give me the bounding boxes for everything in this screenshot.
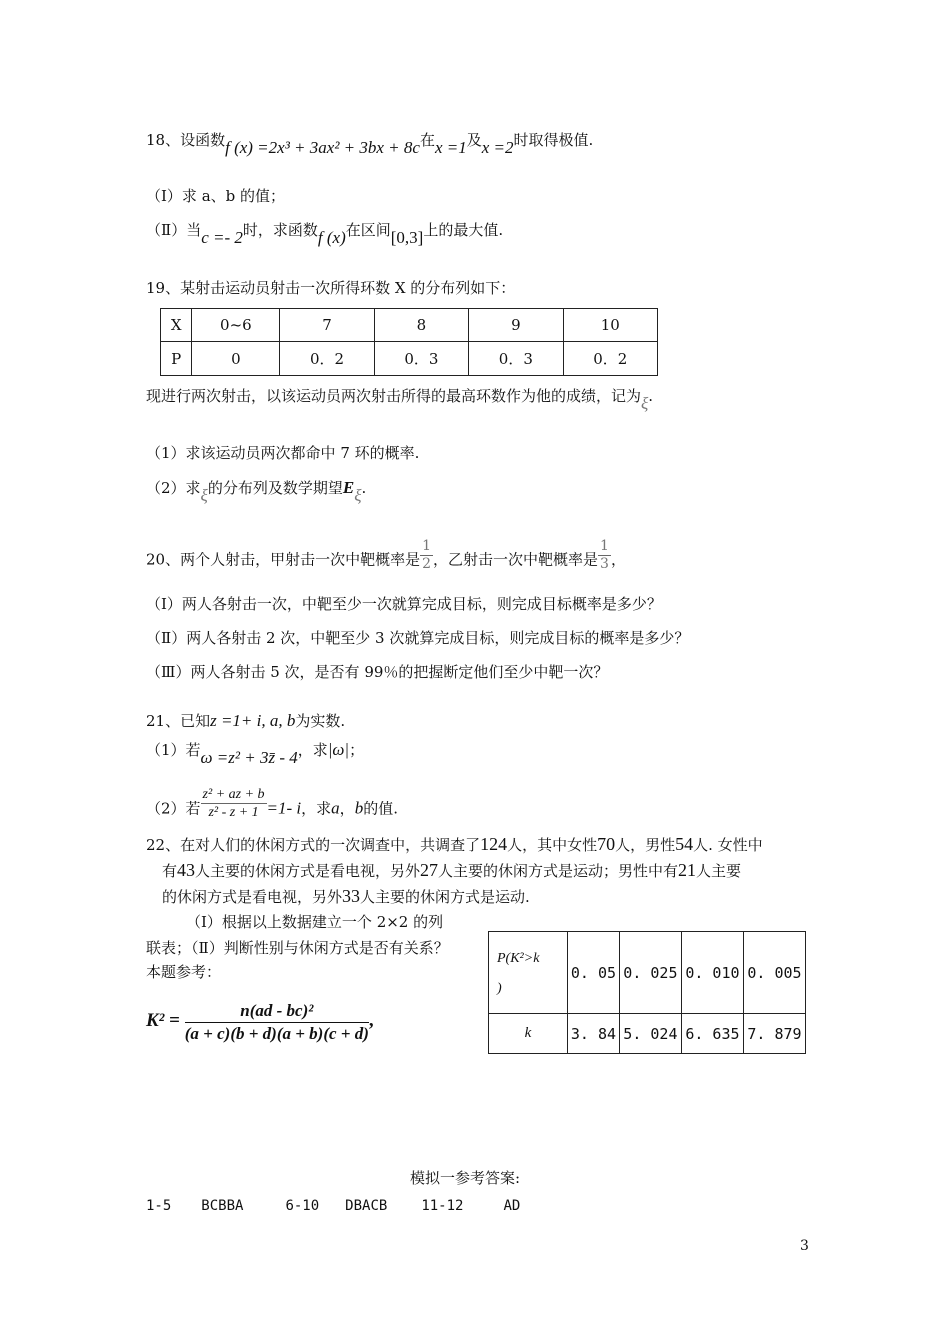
q22-n124: 124 [480, 834, 508, 854]
q22-n43: 43 [177, 860, 196, 880]
q22-n70: 70 [597, 834, 616, 854]
q19-part2-E: E [342, 478, 355, 497]
q19-cell-h4: 9 [469, 309, 563, 342]
q22-l2-b: 人主要的休闲方式是看电视，另外 [195, 862, 421, 880]
q21-intro-a: 21、已知 [146, 712, 211, 730]
q22-part2: 联表；（Ⅱ）判断性别与休闲方式是否有关系？ [146, 939, 449, 957]
q18-intro: 18、设函数 [146, 131, 226, 149]
q20-f1-num: 1 [422, 538, 432, 554]
q19-cell-r5: 0．2 [563, 342, 657, 376]
page-number: 3 [800, 1238, 809, 1254]
answers-title: 模拟一参考答案: [410, 1169, 521, 1187]
answers-g3: AD [503, 1198, 521, 1214]
q22-part1: （Ⅰ）根据以上数据建立一个 2×2 的列 [186, 913, 444, 931]
answers-row [146, 1196, 520, 1216]
q18-tail: 时取得极值. [513, 131, 594, 149]
q22-k-2: 6. 635 [681, 1014, 743, 1054]
q22-k-1: 5. 024 [619, 1014, 681, 1054]
q21-intro [146, 711, 345, 731]
q18-x1: x =1 [434, 138, 467, 157]
q19-part1: （1）求该运动员两次都命中 7 环的概率. [146, 444, 420, 462]
answers-g1-range: 1-5 [146, 1198, 172, 1214]
q22-l1-a: 22、在对人们的休闲方式的一次调查中，共调查了 [146, 836, 481, 854]
q22-k-0: 3. 84 [568, 1014, 620, 1054]
q22-table-k-row [489, 1014, 806, 1054]
q22-k-den: (a + c)(b + d)(a + b)(c + d) [184, 1024, 369, 1043]
q21-b: b [354, 798, 364, 818]
q18-part2-d: 在区间 [345, 221, 391, 239]
q22-table-label-p [489, 932, 568, 1014]
q18-part2-e: 上的最大值. [423, 221, 504, 239]
q19-table-header-row [161, 309, 658, 342]
q22-n33: 33 [342, 886, 361, 906]
q19-cell-h0: X [161, 309, 192, 342]
q19-table-prob-row [161, 342, 658, 376]
q20-f2-den: 3 [600, 556, 609, 572]
q22-line3 [162, 886, 530, 907]
q19-part2-b: 的分布列及数学期望 [207, 479, 343, 497]
q22-l3-a: 的休闲方式是看电视，另外 [162, 888, 343, 906]
q21-a: a [331, 798, 340, 818]
q19-intro: 19、某射击运动员射击一次所得环数 X 的分布列如下： [146, 279, 516, 297]
q21-omega: ω =z² + 3z̄ - 4 [200, 748, 298, 767]
q22-line2 [162, 860, 741, 881]
q22-k2: K² [146, 1010, 165, 1031]
q18-ji: 及 [466, 131, 482, 149]
q22-l1-b: 人，其中女性 [507, 836, 598, 854]
q19-cell-h2: 7 [280, 309, 374, 342]
q22-k-3: 7. 879 [743, 1014, 805, 1054]
q21-f-num: z² + az + b [202, 787, 265, 802]
answers-g2-range: 6-10 [285, 1198, 320, 1214]
q22-p-0: 0. 05 [568, 932, 620, 1014]
q22-n27: 27 [420, 860, 439, 880]
q19-line1-text: 现进行两次射击，以该运动员两次射击所得的最高环数作为他的成绩，记为 [146, 387, 642, 405]
q18-line1 [146, 130, 594, 157]
q22-label-p-b: ) [497, 980, 502, 996]
q22-k-comma: , [368, 1010, 374, 1031]
q18-part2-c: c =- 2 [201, 228, 243, 247]
q20-intro [146, 538, 626, 573]
q22-critical-value-table [488, 931, 806, 1054]
q21-comma: ， [339, 799, 355, 818]
q20-intro-c: ， [610, 550, 626, 569]
q19-cell-r4: 0．3 [469, 342, 563, 376]
q19-cell-r0: P [161, 342, 192, 376]
q19-part2 [146, 478, 367, 505]
q22-l1-d: 人. 女性中 [693, 836, 763, 854]
q21-eq: =1- i [266, 798, 302, 818]
q20-intro-b: ，乙射击一次中靶概率是 [433, 550, 599, 569]
q21-abs-omega: |ω| [327, 740, 350, 759]
q20-f2-num: 1 [600, 538, 609, 554]
q19-cell-h5: 10 [563, 309, 657, 342]
q19-part2-xi2: ξ [354, 486, 362, 505]
q19-xi: ξ [641, 394, 649, 413]
q22-p-3: 0. 005 [743, 932, 805, 1014]
q22-l2-c: 人主要的休闲方式是运动；男性中有 [438, 862, 679, 880]
q22-n21: 21 [678, 860, 697, 880]
q21-f-den: z² - z + 1 [208, 805, 259, 820]
q19-line1 [146, 386, 654, 413]
q20-part2: （Ⅱ）两人各射击 2 次，中靶至少 3 次就算完成目标，则完成目标的概率是多少？ [146, 629, 690, 647]
q20-part1: （Ⅰ）两人各射击一次，中靶至少一次就算完成目标，则完成目标概率是多少？ [146, 595, 662, 613]
q22-l1-c: 人，男性 [615, 836, 676, 854]
q21-p2-b: ，求 [301, 799, 332, 818]
q19-part2-xi: ξ [200, 486, 208, 505]
q22-table-prob-row [489, 932, 806, 1014]
q21-p2-c: 的值. [363, 799, 398, 818]
q22-label-p-a: P(K²>k [497, 950, 540, 966]
q20-intro-a: 20、两个人射击，甲射击一次中靶概率是 [146, 550, 421, 569]
q19-distribution-table [160, 308, 658, 376]
q22-k-num: n(ad - bc)² [185, 1000, 369, 1023]
q21-p1-a: （1）若 [146, 741, 201, 759]
q21-intro-b: 为实数. [295, 712, 346, 730]
q22-l2-a: 有 [162, 862, 178, 880]
q21-p1-b: ，求 [297, 741, 328, 759]
q19-cell-r1: 0 [192, 342, 280, 376]
q18-part2 [146, 220, 504, 247]
q20-part3: （Ⅲ）两人各射击 5 次，是否有 99％的把握断定他们至少中靶一次？ [146, 663, 609, 681]
q22-n54: 54 [675, 834, 694, 854]
q20-fraction-half [420, 538, 433, 573]
q20-fraction-third [598, 538, 611, 573]
q22-l2-d: 人主要 [696, 862, 742, 880]
q19-part2-end: . [361, 479, 367, 497]
q22-p-2: 0. 010 [681, 932, 743, 1014]
q19-cell-h1: 0~6 [192, 309, 280, 342]
q22-eqsign: = [169, 1010, 180, 1031]
q22-k-fraction [185, 1000, 369, 1045]
q22-l3-b: 人主要的休闲方式是运动. [360, 888, 530, 906]
q21-part1 [146, 740, 365, 767]
q18-part2-f: f (x) [317, 228, 346, 247]
q21-p1-c: ； [349, 741, 365, 759]
answers-g3-range: 11-12 [421, 1198, 464, 1214]
q19-cell-r3: 0．3 [374, 342, 468, 376]
q22-table-label-k: k [489, 1014, 568, 1054]
q22-k2-formula [146, 1000, 374, 1045]
q18-part2-interval: [0,3] [390, 228, 424, 247]
q19-cell-h3: 8 [374, 309, 468, 342]
q19-dot: . [648, 387, 654, 405]
q21-part2 [146, 787, 398, 821]
q18-part2-b: 时，求函数 [242, 221, 318, 239]
q18-part2-a: （Ⅱ）当 [146, 221, 202, 239]
answers-g2: DBACB [345, 1198, 388, 1214]
q18-x2: x =2 [481, 138, 514, 157]
answers-g1: BCBBA [201, 1198, 244, 1214]
q18-part1: （Ⅰ）求 a、b 的值； [146, 187, 286, 205]
q22-reference: 本题参考： [146, 963, 222, 981]
q19-cell-r2: 0．2 [280, 342, 374, 376]
q21-p2-a: （2）若 [146, 799, 201, 818]
q20-f1-den: 2 [422, 556, 432, 572]
q22-p-1: 0. 025 [619, 932, 681, 1014]
q22-line1 [146, 834, 763, 855]
q18-function: f (x) =2x³ + 3ax² + 3bx + 8c [225, 138, 420, 157]
q18-zai: 在 [419, 131, 435, 149]
q21-z: z =1+ i, a, b [210, 711, 296, 730]
q19-part2-a: （2）求 [146, 479, 201, 497]
q21-fraction [201, 786, 267, 821]
